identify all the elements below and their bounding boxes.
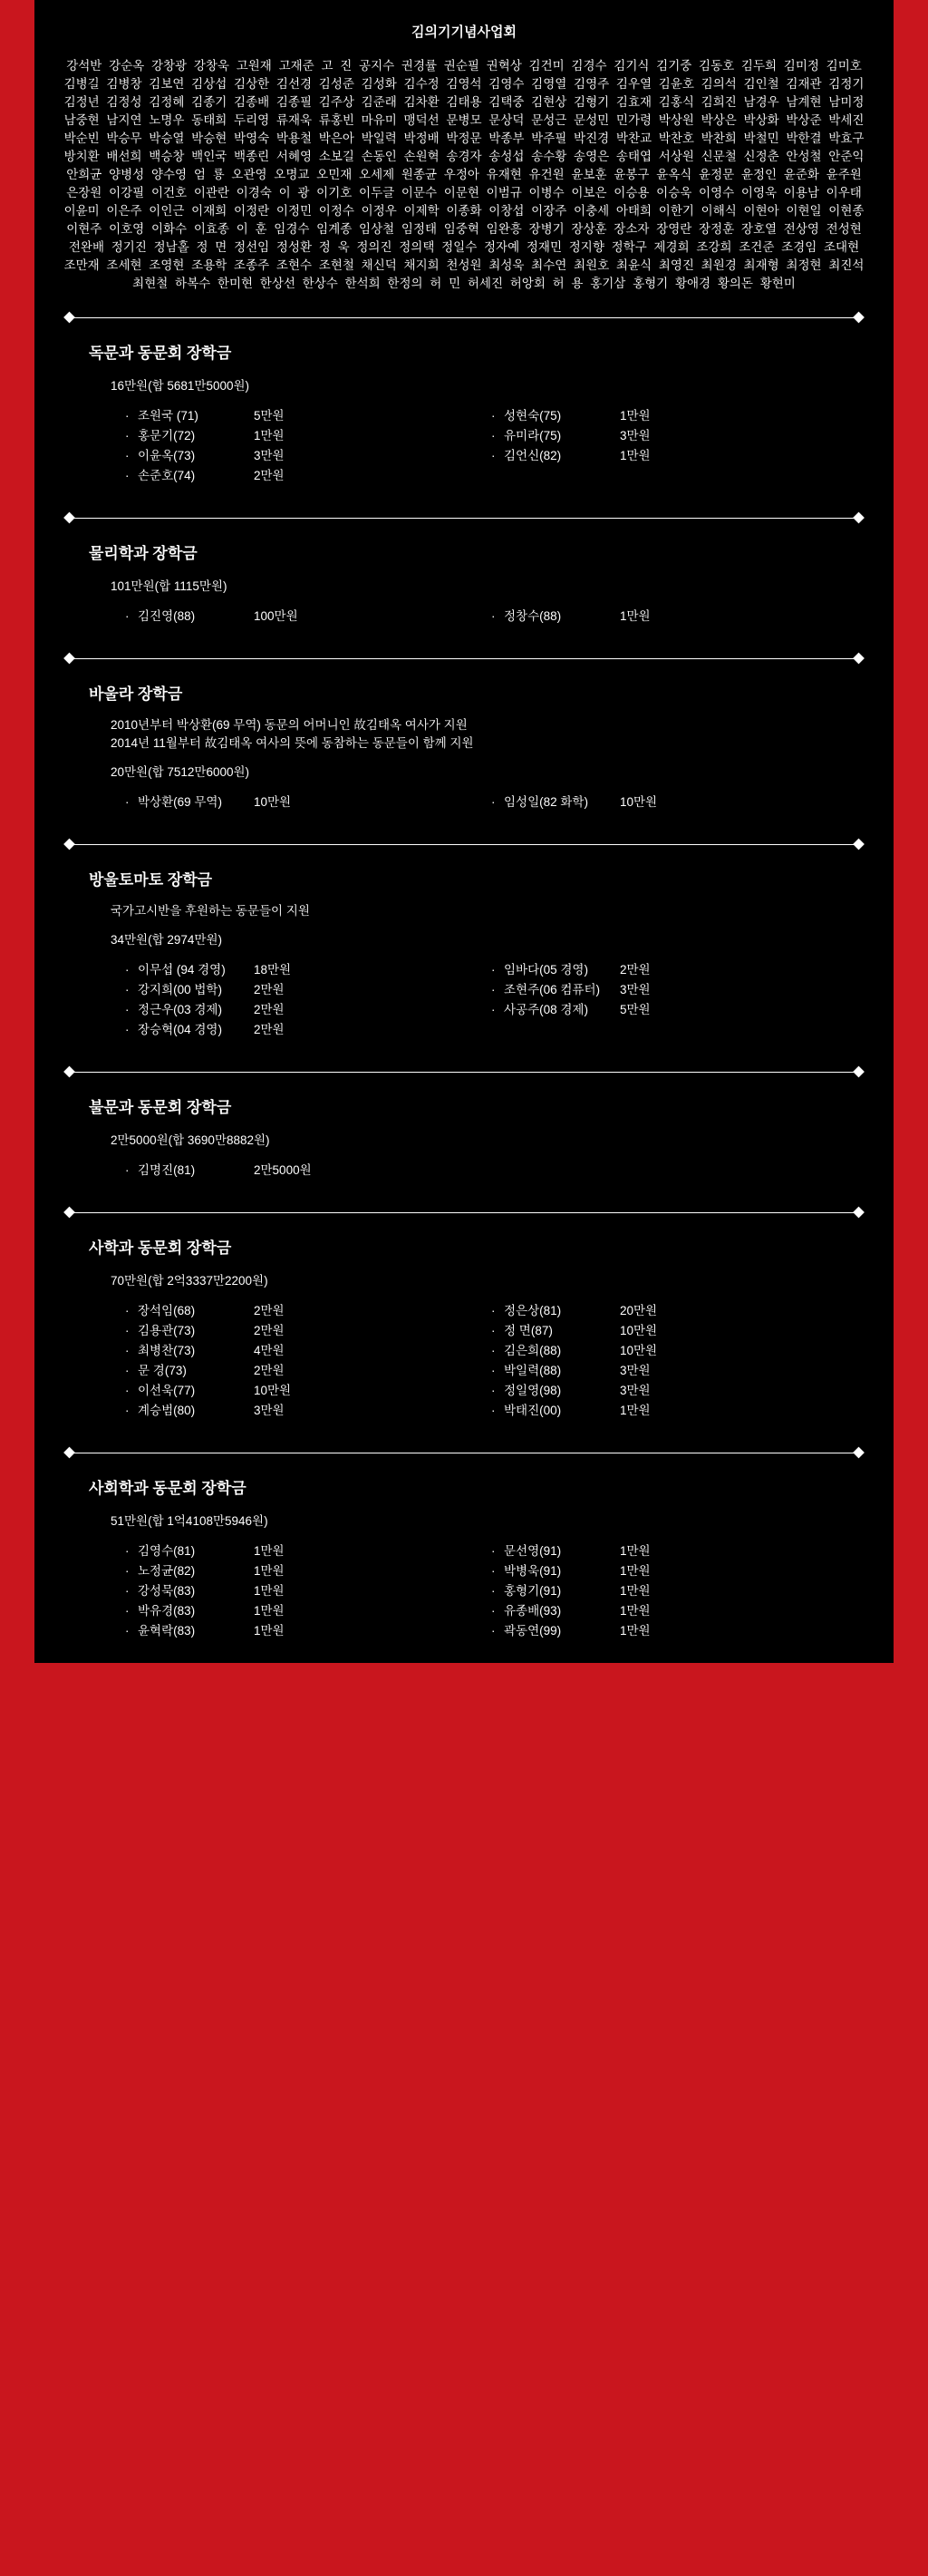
entry-name: 최병찬(73)	[138, 1344, 196, 1357]
entry-amount: 2만5000원	[254, 1163, 312, 1177]
entry-name: 홍형기(91)	[504, 1584, 562, 1598]
scholarship-entry	[491, 980, 857, 1000]
bullet-icon: ·	[125, 1544, 130, 1558]
scholarship-entry	[491, 1000, 857, 1020]
entry-amount: 20만원	[620, 1304, 658, 1317]
entry-amount: 2만원	[254, 1003, 285, 1016]
scholarship-entry	[125, 1301, 491, 1321]
entry-column-right	[491, 792, 857, 812]
page-title: 김의기기념사업회	[411, 24, 517, 40]
section-spacer	[34, 812, 894, 825]
scholarship-entry	[491, 1361, 857, 1381]
entry-amount: 2만원	[254, 1324, 285, 1337]
scholarship-entry	[491, 960, 857, 980]
entry-column-left	[125, 1541, 491, 1641]
scholarship-entry	[125, 1161, 491, 1181]
entry-amount: 10만원	[254, 795, 292, 809]
entry-amount: 2만원	[254, 469, 285, 482]
scholarship-entry	[491, 1341, 857, 1361]
entry-amount: 18만원	[254, 963, 292, 977]
scholarship-entry	[125, 1381, 491, 1401]
entry-name: 장석임(68)	[138, 1304, 196, 1317]
bullet-icon: ·	[125, 1344, 130, 1357]
scholarship-entry	[491, 1381, 857, 1401]
entry-columns	[34, 1301, 894, 1421]
entry-name: 손준호(74)	[138, 469, 196, 482]
section-divider	[62, 648, 866, 668]
bullet-icon: ·	[125, 795, 130, 809]
bullet-icon: ·	[125, 449, 130, 462]
section-spacer	[34, 486, 894, 499]
section-spacer	[34, 1040, 894, 1053]
entry-column-left	[125, 607, 491, 627]
scholarship-entry	[491, 607, 857, 627]
entry-amount: 2만원	[254, 1023, 285, 1036]
diamond-icon	[853, 312, 865, 324]
entry-name: 박유경(83)	[138, 1604, 196, 1618]
section-note-line: 국가고시반을 후원하는 동문들이 지원	[111, 904, 310, 918]
scholarship-entry	[125, 607, 491, 627]
section-spacer	[34, 1181, 894, 1193]
section-title: 방울토마토 장학금	[89, 871, 213, 889]
entry-columns	[34, 960, 894, 1040]
entry-amount: 10만원	[620, 1324, 658, 1337]
bullet-icon: ·	[125, 609, 130, 623]
entry-name: 박태진(00)	[504, 1404, 562, 1417]
diamond-icon	[853, 1207, 865, 1219]
entry-amount: 1만원	[620, 1564, 651, 1578]
entry-amount: 3만원	[254, 449, 285, 462]
diamond-icon	[63, 312, 75, 324]
diamond-icon	[63, 839, 75, 851]
entry-name: 김용관(73)	[138, 1324, 196, 1337]
section-title: 물리학과 장학금	[89, 545, 198, 562]
entry-name: 김언신(82)	[504, 449, 562, 462]
entry-name: 조원국 (71)	[138, 409, 198, 423]
entry-amount: 2만원	[254, 1364, 285, 1377]
entry-name: 정창수(88)	[504, 609, 562, 623]
entry-amount: 3만원	[254, 1404, 285, 1417]
entry-name: 문선영(91)	[504, 1544, 562, 1558]
donor-name-list: 강석반 강순옥 강창광 강창욱 고원재 고재준 고 진 공지수 권경률 권순필 권혁상 김건미 김경수 김기식 김기중 김동호 김두희 김미정 김미호 김병길 김병창 김보연 김상섭 김상한 김선경 김성준 김성화 김수정 김영석 김영수 김영열 김영주 김우열 김윤호 김의석 김인철 김재관 김정기 김정년 김정성 김정혜 김종기 김종배 김종필 김주상 김준래 김차환 김태용 김택중 김현상 김형기 김효재 김홍식 김희진 남경우 남계현 남미정 남중현 남지연 노명우 동태희 두리영 류재욱 류홍빈 마유미 맹덕선 문병모 문상덕 문성근 문성민 민가령 박상원 박상은 박상화 박상준 박세진 박순빈 박승무 박승열 박승현 박영숙 박용철 박은아 박일력 박정배 박정문 박종부 박주필 박진경 박찬교 박찬호 박찬희 박철민 박한결 박효구 방치환 배선희 백승창 백인국 백종린 서혜영 소보길 손동인 손원혁 송경자 송성섭 송수황 송영은 송태엽 서상원 신문철 신정춘 안성철 안준익 안희균 양병성 양수영 엄 룡 오관영 오명교 오민재 오세제 원종균 우정아 유재현 유건원 윤보훈 윤봉구 윤옥식 윤정문 윤정인 윤준화 윤주원 은장원 이강필 이건호 이관란 이경숙 이 광 이기호 이두글 이문수 이문현 이범규 이병수 이보은 이승용 이승욱 이영수 이영욱 이용남 이우태 이윤미 이은주 이인근 이재희 이정란 이정민 이정수 이정우 이제학 이종화 이창섭 이장주 이충세 아태희 이한기 이해식 이현아 이현일 이현종 이현주 이호영 이화수 이효종 이 훈 임경수 임계종 임상철 임정태 임중혁 임완흥 장병기 장상훈 장소자 장영란 장정훈 장호열 전상영 전성현 전완배 정기진 정남홀 정 면 정선임 정성환 정 욱 정의진 정의택 정일수 정자예 정재민 정지향 정학구 제경희 조강희 조건준 조경임 조대현 조만재 조세현 조영현 조용학 조종주 조현수 조현철 채신덕 채지희 천성원 최성욱 최수연 최원호 최윤식 최영진 최원경 최재형 최정현 최진석 최현철 하복수 한미현 한상선 한상수 한석희 한정의 허 민 허세진 허앙회 허 용 홍기삼 홍형기 황애경 황의돈 황현미	[63, 59, 865, 290]
entry-amount: 1만원	[254, 1604, 285, 1618]
scholarship-entry	[125, 1621, 491, 1641]
scholarship-section	[34, 327, 894, 508]
section-divider	[62, 1443, 866, 1463]
section-note	[34, 716, 894, 753]
scholarship-entry	[125, 792, 491, 812]
entry-columns	[34, 792, 894, 812]
section-title: 독문과 동문회 장학금	[89, 345, 232, 362]
entry-amount: 5만원	[254, 409, 285, 423]
entry-name: 유미라(75)	[504, 429, 562, 442]
entry-name: 임바다(05 경영)	[504, 963, 588, 977]
entry-amount: 3만원	[620, 1364, 651, 1377]
entry-name: 김은희(88)	[504, 1344, 562, 1357]
bullet-icon: ·	[125, 1003, 130, 1016]
entry-name: 장승혁(04 경영)	[138, 1023, 222, 1036]
scholarship-entry	[491, 1401, 857, 1421]
entry-amount: 1만원	[620, 1584, 651, 1598]
scholarship-section	[34, 1222, 894, 1443]
scholarship-entry	[125, 1000, 491, 1020]
entry-name: 임성일(82 화학)	[504, 795, 588, 809]
entry-amount: 2만원	[254, 1304, 285, 1317]
entry-amount: 1만원	[620, 609, 651, 623]
bullet-icon: ·	[125, 429, 130, 442]
bullet-icon: ·	[125, 469, 130, 482]
diamond-icon	[853, 512, 865, 524]
entry-name: 성현숙(75)	[504, 409, 562, 423]
scholarship-entry	[491, 1541, 857, 1561]
bullet-icon: ·	[125, 1624, 130, 1638]
entry-name: 강성묵(83)	[138, 1584, 196, 1598]
section-total: 101만원(합 1115만원)	[111, 579, 227, 593]
entry-amount: 1만원	[620, 449, 651, 462]
bullet-icon: ·	[125, 1163, 130, 1177]
section-title: 불문과 동문회 장학금	[89, 1099, 232, 1116]
bullet-icon: ·	[491, 963, 496, 977]
scholarship-entry	[125, 1581, 491, 1601]
scholarship-entry	[125, 1561, 491, 1581]
entry-amount: 3만원	[620, 983, 651, 996]
section-spacer	[34, 1421, 894, 1434]
entry-amount: 10만원	[620, 1344, 658, 1357]
section-total: 51만원(합 1억4108만5946원)	[111, 1514, 268, 1528]
bullet-icon: ·	[491, 1564, 496, 1578]
scholarship-entry	[125, 1401, 491, 1421]
diamond-icon	[853, 653, 865, 665]
section-divider	[62, 1202, 866, 1222]
entry-name: 박병욱(91)	[504, 1564, 562, 1578]
entry-amount: 10만원	[254, 1384, 292, 1397]
entry-column-right	[491, 406, 857, 486]
bullet-icon: ·	[125, 1604, 130, 1618]
scholarship-entry	[125, 1020, 491, 1040]
section-divider	[62, 307, 866, 327]
bullet-icon: ·	[491, 1544, 496, 1558]
entry-columns	[34, 607, 894, 627]
scholarship-entry	[491, 1301, 857, 1321]
entry-name: 김명진(81)	[138, 1163, 196, 1177]
bullet-icon: ·	[491, 1384, 496, 1397]
entry-amount: 1만원	[254, 1624, 285, 1638]
scholarship-entry	[125, 406, 491, 426]
entry-name: 이윤옥(73)	[138, 449, 196, 462]
entry-amount: 2만원	[620, 963, 651, 977]
entry-columns	[34, 1161, 894, 1181]
bullet-icon: ·	[125, 983, 130, 996]
bullet-icon: ·	[125, 1584, 130, 1598]
section-total: 34만원(합 2974만원)	[111, 933, 222, 947]
bullet-icon: ·	[491, 1624, 496, 1638]
entry-amount: 5만원	[620, 1003, 651, 1016]
entry-amount: 1만원	[620, 1604, 651, 1618]
bullet-icon: ·	[491, 1604, 496, 1618]
bullet-icon: ·	[491, 449, 496, 462]
entry-amount: 1만원	[620, 1404, 651, 1417]
entry-name: 박일력(88)	[504, 1364, 562, 1377]
entry-name: 정근우(03 경제)	[138, 1003, 222, 1016]
entry-amount: 1만원	[620, 1544, 651, 1558]
entry-columns	[34, 406, 894, 486]
diamond-icon	[853, 1447, 865, 1459]
diamond-icon	[63, 1066, 75, 1078]
entry-amount: 1만원	[620, 409, 651, 423]
entry-name: 김진영(88)	[138, 609, 196, 623]
entry-name: 계승범(80)	[138, 1404, 196, 1417]
section-total: 70만원(합 2억3337만2200원)	[111, 1274, 268, 1288]
bullet-icon: ·	[491, 1364, 496, 1377]
entry-column-right	[491, 1301, 857, 1421]
entry-name: 강지희(00 법학)	[138, 983, 222, 996]
entry-name: 유종배(93)	[504, 1604, 562, 1618]
scholarship-section	[34, 1463, 894, 1663]
entry-name: 박상환(69 무역)	[138, 795, 222, 809]
bullet-icon: ·	[125, 1384, 130, 1397]
scholarship-section	[34, 1082, 894, 1202]
entry-name: 윤혁락(83)	[138, 1624, 196, 1638]
section-total: 2만5000원(합 3690만8882원)	[111, 1133, 270, 1147]
entry-column-left	[125, 1161, 491, 1181]
entry-amount: 10만원	[620, 795, 658, 809]
entry-column-left	[125, 792, 491, 812]
scholarship-entry	[491, 1321, 857, 1341]
entry-amount: 3만원	[620, 429, 651, 442]
entry-column-left	[125, 960, 491, 1040]
bullet-icon: ·	[491, 1404, 496, 1417]
bullet-icon: ·	[491, 1344, 496, 1357]
bullet-icon: ·	[125, 1023, 130, 1036]
section-divider	[62, 1062, 866, 1082]
scholarship-entry	[125, 466, 491, 486]
scholarship-entry	[491, 1601, 857, 1621]
bullet-icon: ·	[491, 429, 496, 442]
entry-name: 이선욱(77)	[138, 1384, 196, 1397]
entry-name: 정 면(87)	[504, 1324, 553, 1337]
section-divider	[62, 834, 866, 854]
section-spacer	[34, 1641, 894, 1654]
bullet-icon: ·	[491, 1304, 496, 1317]
entry-name: 김영수(81)	[138, 1544, 196, 1558]
scholarship-section	[34, 528, 894, 648]
scholarship-entry	[125, 960, 491, 980]
scholarship-entry	[491, 1621, 857, 1641]
scholarship-entry	[125, 446, 491, 466]
scholarship-section	[34, 668, 894, 834]
scholarship-entry	[125, 1341, 491, 1361]
bullet-icon: ·	[125, 1304, 130, 1317]
bullet-icon: ·	[125, 963, 130, 977]
bullet-icon: ·	[125, 1364, 130, 1377]
section-title: 바울라 장학금	[89, 685, 183, 703]
section-spacer	[34, 627, 894, 639]
diamond-icon	[63, 1447, 75, 1459]
scholarship-entry	[125, 1601, 491, 1621]
diamond-icon	[63, 653, 75, 665]
bullet-icon: ·	[491, 1324, 496, 1337]
scholarship-entry	[491, 446, 857, 466]
section-note-line: 2014년 11월부터 故김태옥 여사의 뜻에 동참하는 동문들이 함께 지원	[111, 736, 474, 750]
entry-name: 노정균(82)	[138, 1564, 196, 1578]
entry-amount: 1만원	[254, 1584, 285, 1598]
scholarship-entry	[491, 426, 857, 446]
bullet-icon: ·	[491, 795, 496, 809]
entry-name: 정은상(81)	[504, 1304, 562, 1317]
bullet-icon: ·	[125, 409, 130, 423]
entry-column-right	[491, 960, 857, 1040]
section-note	[34, 902, 894, 920]
bullet-icon: ·	[491, 609, 496, 623]
scholarship-entry	[491, 1561, 857, 1581]
entry-column-right	[491, 1161, 857, 1181]
entry-name: 홍문기(72)	[138, 429, 196, 442]
section-total: 20만원(합 7512만6000원)	[111, 765, 250, 779]
entry-name: 사공주(08 경제)	[504, 1003, 588, 1016]
entry-columns	[34, 1541, 894, 1641]
section-divider	[62, 508, 866, 528]
bullet-icon: ·	[491, 409, 496, 423]
entry-name: 곽동연(99)	[504, 1624, 562, 1638]
bullet-icon: ·	[491, 983, 496, 996]
scholarship-sections	[34, 307, 894, 1663]
scholarship-entry	[125, 1541, 491, 1561]
bullet-icon: ·	[491, 1003, 496, 1016]
entry-column-right	[491, 607, 857, 627]
entry-amount: 4만원	[254, 1344, 285, 1357]
entry-amount: 1만원	[620, 1624, 651, 1638]
section-total: 16만원(합 5681만5000원)	[111, 379, 250, 393]
bullet-icon: ·	[125, 1324, 130, 1337]
scholarship-entry	[491, 1581, 857, 1601]
entry-name: 이무섭 (94 경영)	[138, 963, 226, 977]
diamond-icon	[63, 512, 75, 524]
entry-column-left	[125, 406, 491, 486]
scholarship-entry	[491, 406, 857, 426]
scholarship-entry	[491, 792, 857, 812]
entry-column-left	[125, 1301, 491, 1421]
entry-amount: 1만원	[254, 1564, 285, 1578]
bullet-icon: ·	[491, 1584, 496, 1598]
section-note-line: 2010년부터 박상환(69 무역) 동문의 어머니인 故김태옥 여사가 지원	[111, 718, 468, 732]
scholarship-entry	[125, 1321, 491, 1341]
bullet-icon: ·	[125, 1404, 130, 1417]
scholarship-entry	[125, 426, 491, 446]
entry-name: 조현주(06 컴퓨터)	[504, 983, 601, 996]
document-body	[34, 0, 894, 1663]
scholarship-entry	[125, 980, 491, 1000]
diamond-icon	[853, 839, 865, 851]
diamond-icon	[63, 1207, 75, 1219]
bullet-icon: ·	[125, 1564, 130, 1578]
section-title: 사회학과 동문회 장학금	[89, 1480, 246, 1497]
section-title: 사학과 동문회 장학금	[89, 1239, 232, 1257]
scholarship-entry	[125, 1361, 491, 1381]
entry-name: 문 경(73)	[138, 1364, 187, 1377]
entry-column-right	[491, 1541, 857, 1641]
entry-amount: 1만원	[254, 429, 285, 442]
entry-amount: 100만원	[254, 609, 298, 623]
diamond-icon	[853, 1066, 865, 1078]
entry-amount: 1만원	[254, 1544, 285, 1558]
scholarship-section	[34, 854, 894, 1062]
entry-amount: 2만원	[254, 983, 285, 996]
entry-name: 정일영(98)	[504, 1384, 562, 1397]
entry-amount: 3만원	[620, 1384, 651, 1397]
